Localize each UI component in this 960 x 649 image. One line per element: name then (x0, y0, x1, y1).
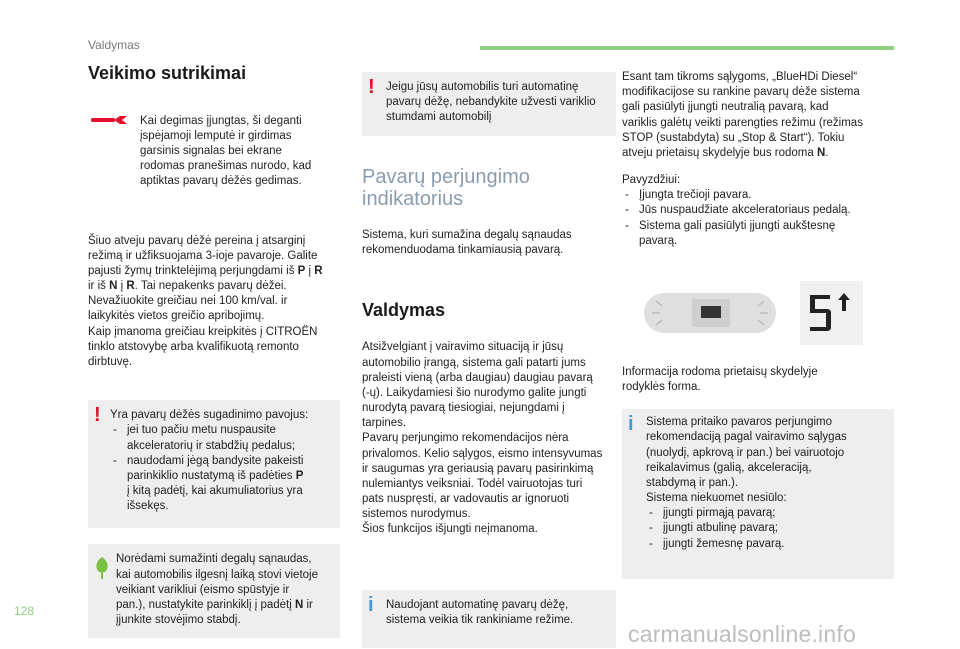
eco-tip-box (88, 544, 340, 638)
gear-shift-indicator-title: Pavarų perjungimo indikatorius (362, 165, 530, 210)
list-item: - įjungti žemesnę pavarą. (646, 537, 886, 552)
bluehdi-neutral-text: Esant tam tikroms sąlygoms, „BlueHDi Diesel“ modifikacijose su rankine pavarų dėže sistema gali pasiūlyti įjungti neutralią pavarą, kad variklis galėtų veikti parengties režimu (režimas STOP (sustabdyta) su „Stop & Start“). Tokiu atveju prietaisų skydelyje bus rodoma N. (622, 71, 863, 159)
list-item: - įjungti pirmąją pavarą; (646, 506, 886, 521)
list-item: - naudodami jėgą bandysite pakeisti parinkiklio nustatymą iš padėties P į kitą padėtį, kai akumuliatorius yra išsekęs. (110, 454, 332, 515)
push-start-warning-text: Jeigu jūsų automobilis turi automatinę pavarų dėžę, nebandykite užvesti variklio stumdami automobilį (386, 81, 596, 124)
running-header: Valdymas (88, 38, 140, 52)
example-title: Pavyzdžiui: (622, 174, 681, 187)
never-suggests-list (646, 506, 886, 552)
instrument-cluster-icon (642, 277, 778, 349)
instrument-panel-illustration (622, 277, 894, 349)
list-item: - Sistema gali pasiūlyti įjungti aukštesnę pavarą. (622, 219, 894, 249)
eco-tip-text: Norėdami sumažinti degalų sąnaudas, kai automobilis ilgesnį laiką stovi vietoje veikiant varikliui (eismo spūstyje ir pan.), nustatykite parinkiklį į padėtį N ir įjunkite stovėjimo stabdį. (116, 553, 318, 627)
page-number: 128 (14, 604, 35, 618)
fallback-mode-text: Šiuo atveju pavarų dėžė pereina į atsarginį režimą ir užfiksuojama 3-ioje pavaroje. Galite pajusti žymų trinktelėjimą perjungdami iš P į R ir iš N į R. Tai nepakenks pavarų dėžei. Nevažiuokite greičiau nei 100 km/val. ir laikykitės vietos greičio apribojimų. Kaip įmanoma greičiau kreipkitės į CITROËN tinklo atstovybę arba kvalifikuotą remonto dirbtuvę. (88, 234, 323, 368)
warning-exclamation-icon: ! (94, 404, 101, 427)
list-item: - Jūs nuspaudžiate akceleratoriaus pedalą. (622, 203, 894, 218)
push-start-warning (362, 72, 616, 136)
gear-five-upshift-icon (800, 281, 863, 345)
operation-body-text: Atsižvelgiant į vairavimo situaciją ir jūsų automobilio įrangą, sistema gali patarti jums praleisti vieną (arba daugiau) daugiau pavarą (-ų). Laikydamiesi šio nurodymo galite jungti nurodytą pavarą tiesiogiai, nejungdami į tarpines. Pavarų perjungimo rekomendacijos nėra privalomos. Kelio sąlygos, eismo intensyvumas ir saugumas yra geriausią pavarų pasirinkimą nulemiantys veiksniai. Todėl vairuotojas turi pats nuspręsti, ar vadovautis ar ignoruoti sistemos nurodymus. Šios funkcijos išjungti neįmanoma. (362, 341, 603, 536)
arrow-display-text: Informacija rodoma prietaisų skydelyje rodyklės forma. (622, 365, 818, 394)
system-adaptation-text: Sistema pritaiko pavaros perjungimo rekomendaciją pagal vairavimo sąlygas (nuolydį, apkrovą ir pan.) bei vairuotojo reikalavimus (galią, akceleraciją, stabdymą ir pan.). Sistema niekuomet nesiūlo: (646, 416, 847, 505)
list-item: - Įjungta trečioji pavara. (622, 188, 894, 203)
site-watermark: carmanualsonline.info (628, 621, 856, 647)
automatic-gearbox-info-text: Naudojant automatinę pavarų dėžę, sistema veikia tik rankiniame režime. (386, 598, 574, 626)
wrench-warning-icon (91, 115, 127, 125)
indicator-intro-text: Sistema, kuri sumažina degalų sąnaudas rekomenduodama tinkamiausią pavarą. (362, 229, 572, 257)
warning-lamp-description: Kai degimas įjungtas, ši deganti įspėjamoji lemputė ir girdimas garsinis signalas bei ekrane rodomas pranešimas nurodo, kad aptiktas pavarų dėžės gedimas. (140, 114, 312, 188)
header-accent-bar (480, 46, 894, 50)
eco-leaf-icon (94, 556, 110, 580)
example-block (622, 173, 894, 249)
warning-list (110, 423, 332, 514)
column-2 (362, 72, 616, 648)
section-title-malfunctions: Veikimo sutrikimai (88, 63, 247, 83)
automatic-gearbox-info (362, 590, 616, 648)
column-1 (88, 62, 340, 638)
info-icon: i (368, 593, 374, 616)
column-3 (622, 68, 894, 579)
list-item: - jei tuo pačiu metu nuspausite akceleratorių ir stabdžių pedalus; (110, 423, 332, 453)
list-item: - įjungti atbulinę pavarą; (646, 521, 886, 536)
warning-exclamation-icon: ! (368, 76, 375, 98)
warning-intro: Yra pavarų dėžės sugadinimo pavojus: (110, 409, 309, 422)
info-icon: i (628, 413, 634, 436)
example-list (622, 188, 894, 249)
gearbox-damage-warning (88, 400, 340, 528)
system-adaptation-info (622, 409, 894, 579)
operation-subtitle: Valdymas (362, 299, 446, 320)
